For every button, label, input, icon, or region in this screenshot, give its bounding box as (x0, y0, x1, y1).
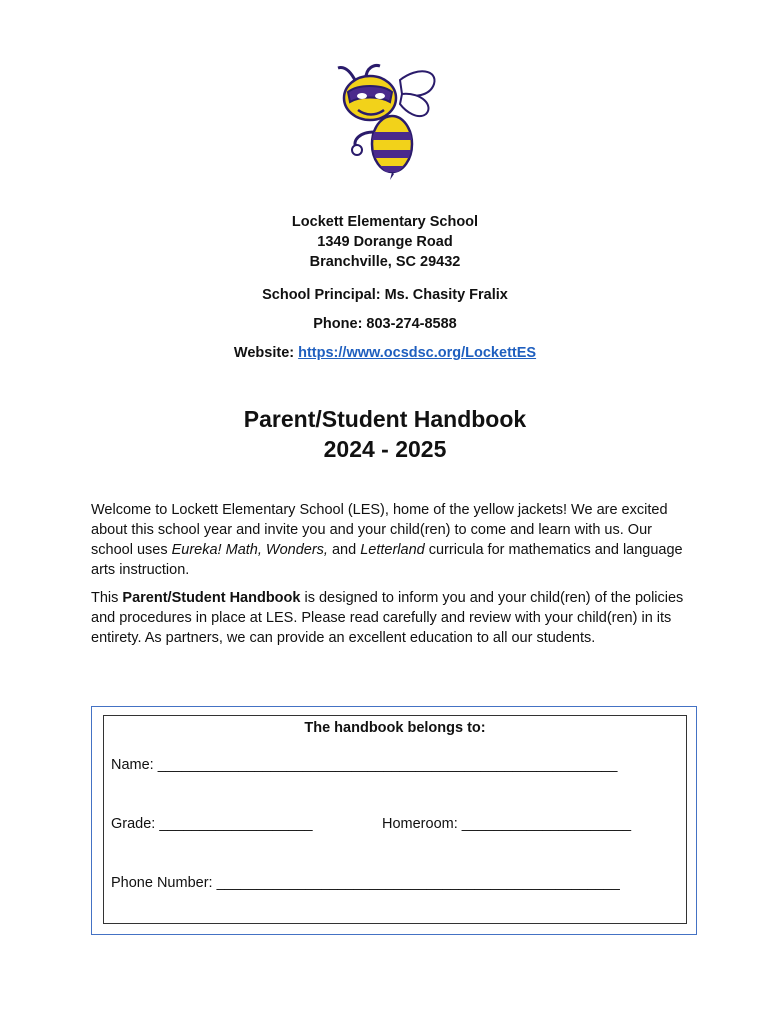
curricula-math: Eureka! Math, Wonders, (171, 542, 328, 558)
curricula-letterland: Letterland (360, 542, 425, 558)
phone-number-field[interactable]: Phone Number: __________________________________________________ (111, 875, 620, 891)
handbook-purpose-paragraph: This Parent/Student Handbook is designed to inform you and your child(ren) of the policies and procedures in place at LES. Please read carefully and review with your child(ren) in its entirety. As partners, we can provide an excellent education to all our students. (91, 590, 684, 646)
welcome-paragraph: Welcome to Lockett Elementary School (LES), home of the yellow jackets! We are excited about this school year and invite you and your child(ren) to come and learn with us. Our school uses Eureka! Math, Wonders, and Letterland curricula for mathematics and language arts instruction. (91, 502, 683, 578)
yellow-jacket-mascot-icon (330, 62, 442, 180)
website-link[interactable]: https://www.ocsdsc.org/LockettES (298, 345, 537, 361)
handbook-name-bold: Parent/Student Handbook (122, 590, 301, 606)
handbook-title-line1: Parent/Student Handbook (243, 406, 527, 432)
homeroom-field[interactable]: Homeroom: _____________________ (382, 816, 632, 832)
school-address-block (0, 212, 770, 272)
grade-field[interactable]: Grade: ___________________ (111, 816, 313, 832)
school-street: 1349 Dorange Road (317, 234, 453, 250)
name-field[interactable]: Name: _________________________________________________________ (111, 757, 618, 773)
school-city: Branchville, SC 29432 (309, 254, 461, 270)
phone-line: Phone: 803-274-8588 (313, 316, 457, 332)
handbook-title (0, 404, 770, 464)
ownership-box-title: The handbook belongs to: (304, 720, 486, 736)
school-name: Lockett Elementary School (291, 214, 479, 230)
handbook-title-year: 2024 - 2025 (323, 436, 447, 462)
website-label: Website: (233, 345, 295, 361)
website-line (0, 345, 770, 361)
principal-line: School Principal: Ms. Chasity Fralix (262, 287, 508, 303)
